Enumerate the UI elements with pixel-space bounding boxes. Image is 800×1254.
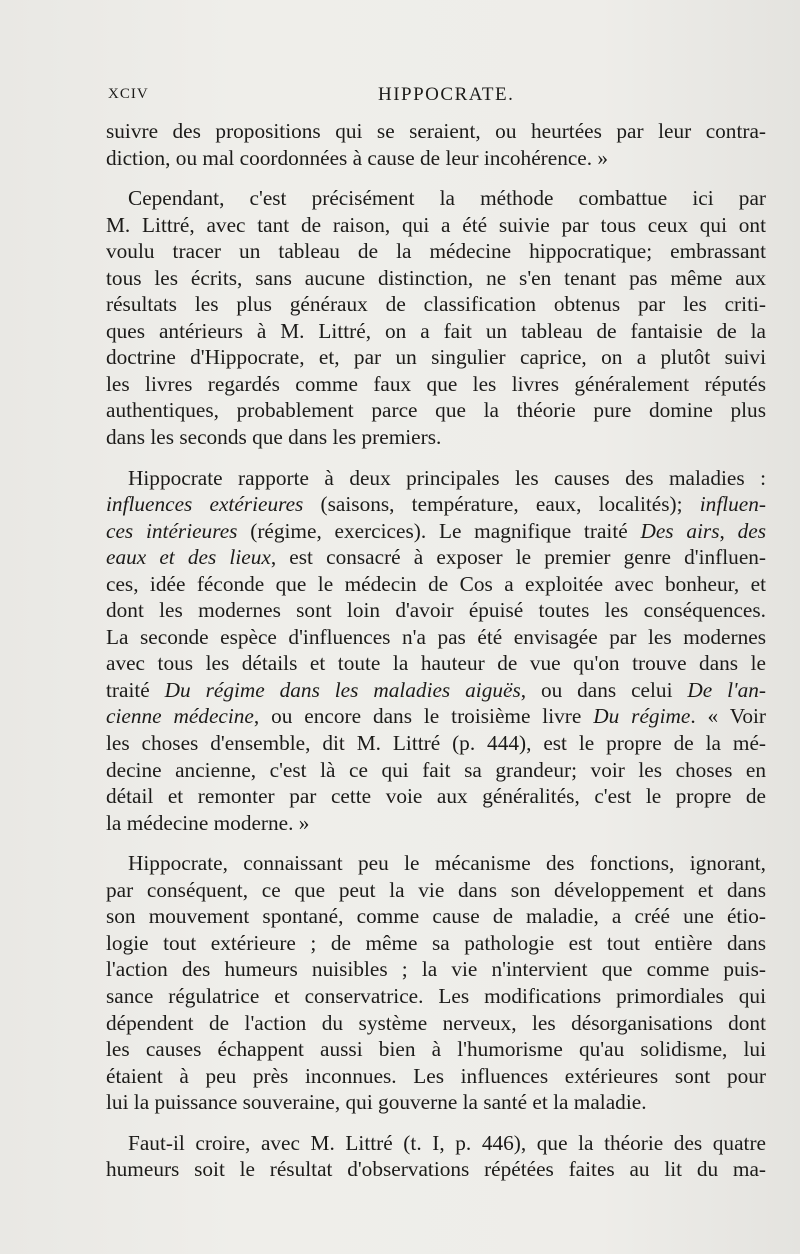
text-line: humeurs soit le résultat d'observations répétées faites au lit du ma- (106, 1157, 766, 1182)
text-line: dépendent de l'action du système nerveux, les désorganisations dont (106, 1010, 766, 1035)
page-number: XCIV (108, 86, 149, 102)
text-line: lui la puissance souveraine, qui gouverne la santé et la maladie. (106, 1090, 647, 1115)
text-line: doctrine d'Hippocrate, et, par un singulier caprice, on a plutôt suivi (106, 345, 766, 370)
running-header (108, 84, 768, 110)
text-line: eaux et des lieux, est consacré à exposer le premier genre d'influen- (106, 545, 767, 570)
text-line: dans les seconds que dans les premiers. (106, 425, 442, 450)
text-line: l'action des humeurs nuisibles ; la vie n'intervient que comme puis- (106, 957, 766, 982)
text-line: authentiques, probablement parce que la théorie pure domine plus (106, 398, 766, 423)
text-line: les livres regardés comme faux que les livres généralement réputés (106, 371, 766, 396)
text-line: étaient à peu près inconnues. Les influences extérieures sont pour (106, 1063, 766, 1088)
text-line: dont les modernes sont loin d'avoir épuisé toutes les conséquences. (106, 598, 766, 623)
text-line: tous les écrits, sans aucune distinction, ne s'en tenant pas même aux (106, 265, 766, 290)
text-line: son mouvement spontané, comme cause de maladie, a créé une étio- (106, 904, 766, 929)
text-line: les causes échappent aussi bien à l'humorisme qu'au solidisme, lui (106, 1037, 766, 1062)
text-line: la médecine moderne. » (106, 810, 310, 835)
text-line: M. Littré, avec tant de raison, qui a été suivie par tous ceux qui ont (106, 212, 766, 237)
text-line: ces intérieures (régime, exercices). Le magnifique traité Des airs, des (106, 518, 767, 543)
text-line: sance régulatrice et conservatrice. Les modifications primordiales qui (106, 983, 766, 1008)
body-text (106, 118, 766, 1183)
paragraph (106, 185, 766, 450)
text-line: logie tout extérieure ; de même sa pathologie est tout entière dans (106, 930, 766, 955)
text-line: Hippocrate, connaissant peu le mécanisme des fonctions, ignorant, (128, 851, 766, 876)
text-line: les choses d'ensemble, dit M. Littré (p. 444), est le propre de la mé- (106, 731, 766, 756)
text-line: ques antérieurs à M. Littré, on a fait un tableau de fantaisie de la (106, 318, 766, 343)
text-line: avec tous les détails et toute la hauteur de vue qu'on trouve dans le (106, 651, 766, 676)
text-line: par conséquent, ce que peut la vie dans son développement et dans (106, 877, 766, 902)
text-line: détail et remonter par cette voie aux généralités, c'est le propre de (106, 784, 766, 809)
text-line: résultats les plus généraux de classification obtenus par les criti- (106, 292, 766, 317)
text-line: Cependant, c'est précisément la méthode combattue ici par (128, 186, 766, 211)
paragraph (106, 850, 766, 1115)
text-line: traité Du régime dans les maladies aiguës, ou dans celui De l'an- (106, 677, 766, 702)
text-line: cienne médecine, ou encore dans le troisième livre Du régime. « Voir (106, 704, 767, 729)
paragraph (106, 118, 766, 171)
paragraph (106, 1130, 766, 1183)
paragraph (106, 465, 766, 837)
text-line: Hippocrate rapporte à deux principales les causes des maladies : (128, 465, 766, 490)
text-line: La seconde espèce d'influences n'a pas été envisagée par les modernes (106, 624, 766, 649)
text-line: influences extérieures (saisons, température, eaux, localités); influen- (106, 492, 766, 517)
running-title: HIPPOCRATE. (378, 84, 515, 105)
text-line: diction, ou mal coordonnées à cause de leur incohérence. » (106, 145, 609, 170)
text-line: Faut-il croire, avec M. Littré (t. I, p. 446), que la théorie des quatre (128, 1130, 766, 1155)
text-line: decine ancienne, c'est là ce qui fait sa grandeur; voir les choses en (106, 757, 766, 782)
text-line: suivre des propositions qui se seraient, ou heurtées par leur contra- (106, 119, 766, 143)
text-line: voulu tracer un tableau de la médecine hippocratique; embrassant (106, 239, 766, 264)
text-line: ces, idée féconde que le médecin de Cos a exploitée avec bonheur, et (106, 571, 766, 596)
